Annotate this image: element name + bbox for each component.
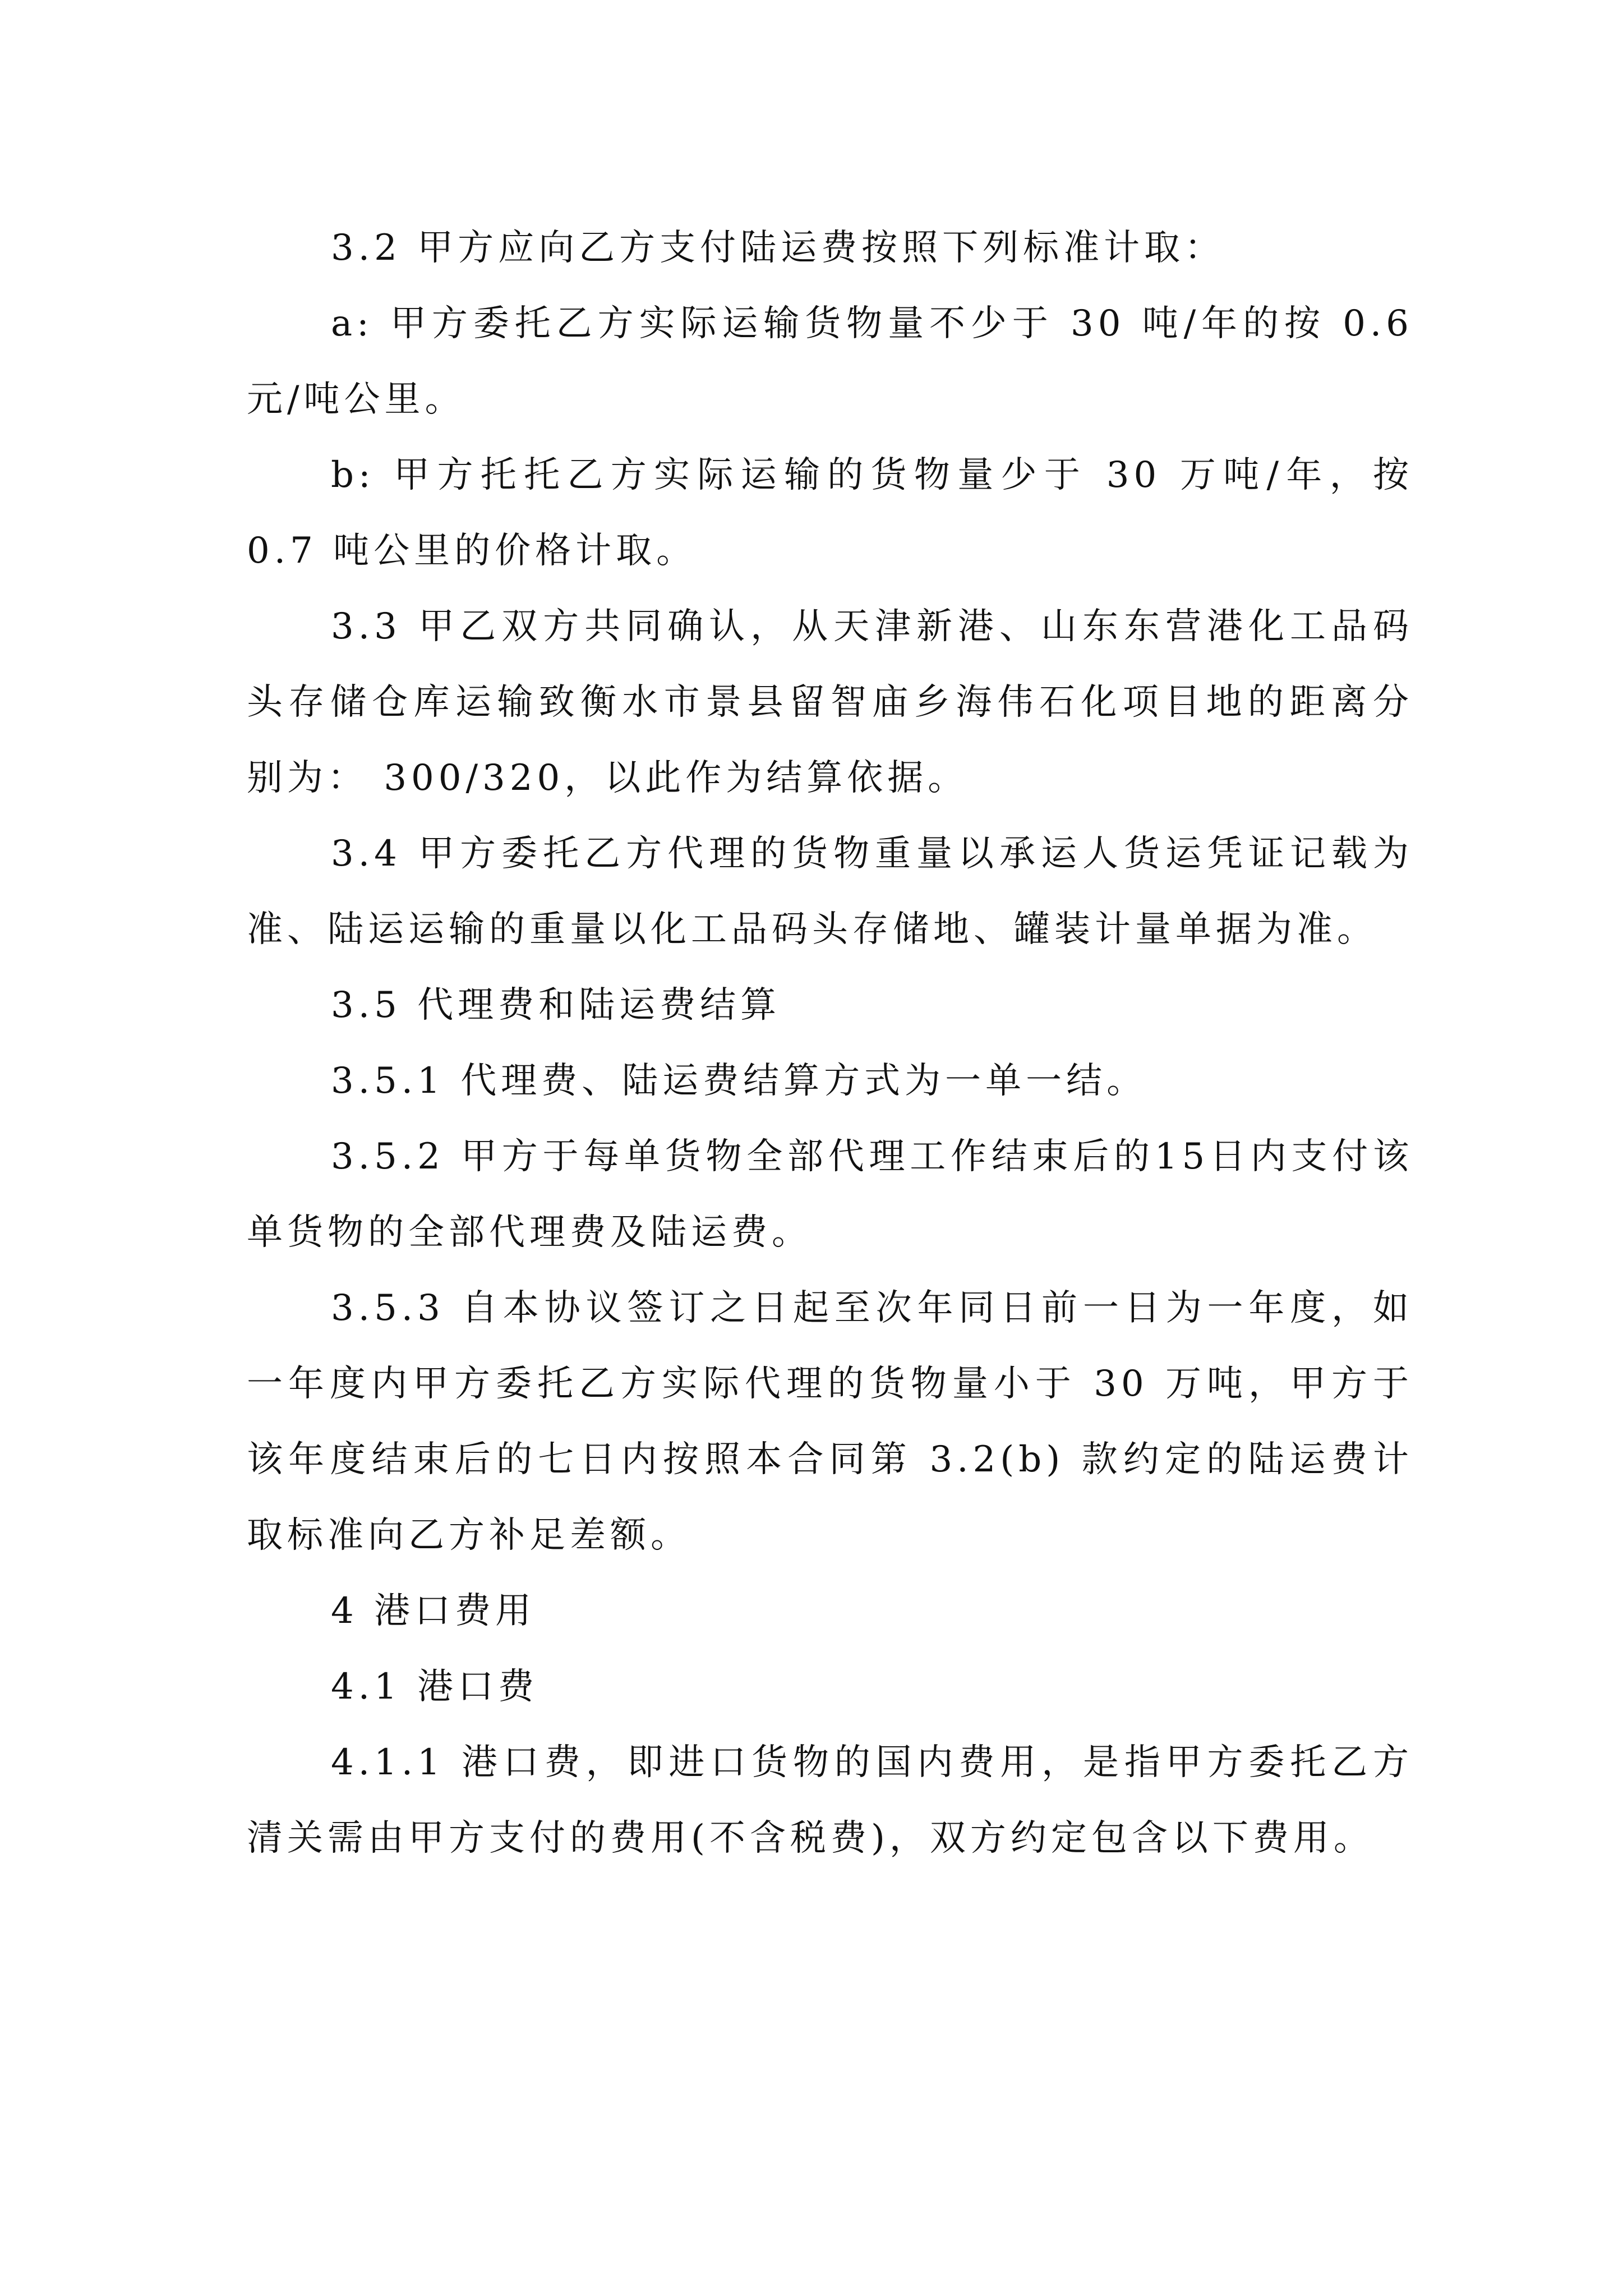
- clause-3-4: 3.4 甲方委托乙方代理的货物重量以承运人货运凭证记载为准、陆运运输的重量以化工品码头存储地、罐装计量单据为准。: [247, 833, 1413, 950]
- section-4-heading: 4 港口费用: [331, 1590, 536, 1632]
- clause-3-2-b: b: 甲方托托乙方实际运输的货物量少于 30 万吨/年，按 0.7 吨公里的价格计取。: [247, 454, 1413, 572]
- clause-3-5-1: 3.5.1 代理费、陆运费结算方式为一单一结。: [331, 1060, 1147, 1102]
- document-body: [247, 210, 1413, 1876]
- clause-3-2: 3.2 甲方应向乙方支付陆运费按照下列标准计取：: [331, 227, 1225, 269]
- clause-4-1-heading: 4.1 港口费: [331, 1666, 539, 1708]
- clause-3-5-3: 3.5.3 自本协议签订之日起至次年同日前一日为一年度，如一年度内甲方委托乙方实际代理的货物量小于 30 万吨，甲方于该年度结束后的七日内按照本合同第 3.2(b) 款约定的陆运费计取标准向乙方补足差额。: [247, 1287, 1413, 1556]
- clause-3-2-a: a: 甲方委托乙方实际运输货物量不少于 30 吨/年的按 0.6 元/吨公里。: [247, 303, 1413, 420]
- clause-3-3: 3.3 甲乙双方共同确认，从天津新港、山东东营港化工品码头存储仓库运输致衡水市景县留智庙乡海伟石化项目地的距离分别为： 300/320，以此作为结算依据。: [247, 606, 1413, 799]
- clause-3-5-heading: 3.5 代理费和陆运费结算: [331, 984, 781, 1026]
- clause-4-1-1: 4.1.1 港口费，即进口货物的国内费用，是指甲方委托乙方清关需由甲方支付的费用(不含税费)，双方约定包含以下费用。: [247, 1742, 1413, 1859]
- clause-3-5-2: 3.5.2 甲方于每单货物全部代理工作结束后的15日内支付该单货物的全部代理费及陆运费。: [247, 1136, 1413, 1253]
